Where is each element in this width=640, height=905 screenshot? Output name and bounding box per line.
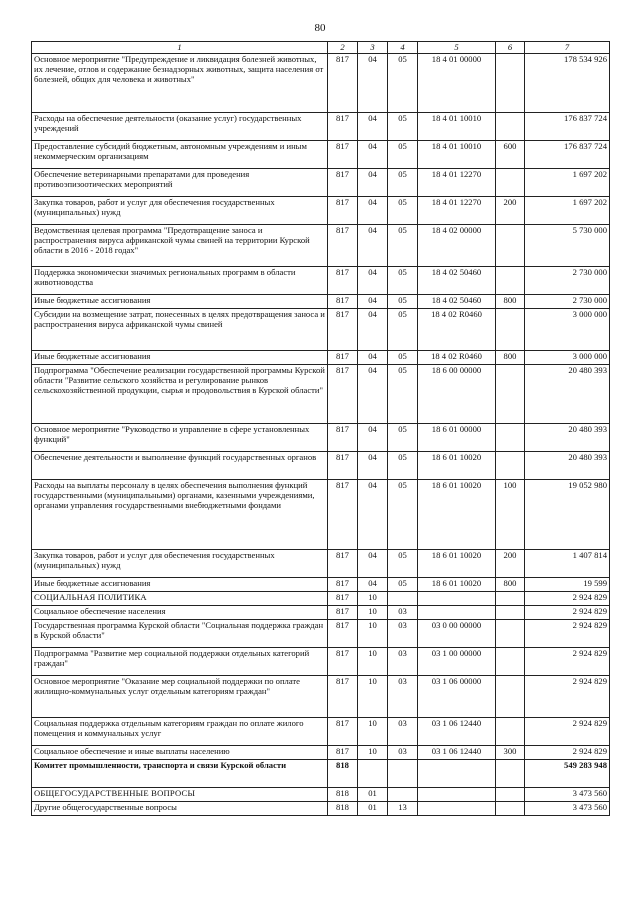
row-glava-cell: 817 — [328, 197, 358, 225]
row-razdel-cell: 04 — [358, 550, 388, 578]
row-podrazdel-cell: 03 — [388, 676, 418, 718]
row-csr-cell: 18 4 02 50460 — [418, 295, 496, 309]
row-name-cell: Обеспечение деятельности и выполнение функций государственных органов — [32, 452, 328, 480]
column-number: 3 — [358, 42, 388, 54]
table-row — [32, 620, 610, 648]
column-number: 7 — [525, 42, 610, 54]
row-podrazdel-cell: 05 — [388, 141, 418, 169]
row-csr-cell: 18 4 02 00000 — [418, 225, 496, 267]
row-vid-cell — [496, 452, 525, 480]
row-podrazdel-cell: 13 — [388, 802, 418, 816]
row-glava-cell: 817 — [328, 606, 358, 620]
table-row — [32, 267, 610, 295]
row-razdel-cell: 10 — [358, 718, 388, 746]
row-vid-cell — [496, 760, 525, 788]
row-podrazdel-cell: 05 — [388, 578, 418, 592]
row-podrazdel-cell: 05 — [388, 365, 418, 424]
row-glava-cell: 818 — [328, 788, 358, 802]
row-podrazdel-cell: 05 — [388, 169, 418, 197]
row-name-cell: Основное мероприятие "Руководство и управление в сфере установленных функций" — [32, 424, 328, 452]
row-podrazdel-cell: 05 — [388, 309, 418, 351]
row-podrazdel-cell: 03 — [388, 620, 418, 648]
row-name-cell: Субсидии на возмещение затрат, понесенных в целях предотвращения заноса и распространения вируса африканской чумы свиней — [32, 309, 328, 351]
row-vid-cell: 800 — [496, 351, 525, 365]
row-sum-cell: 20 480 393 — [525, 452, 610, 480]
row-vid-cell — [496, 592, 525, 606]
row-name-cell: Основное мероприятие "Оказание мер социальной поддержки по оплате жилищно-коммунальных услуг отдельным категориям граждан" — [32, 676, 328, 718]
row-name-cell: ОБЩЕГОСУДАРСТВЕННЫЕ ВОПРОСЫ — [32, 788, 328, 802]
row-name-cell: Обеспечение ветеринарными препаратами для проведения противоэпизоотических мероприятий — [32, 169, 328, 197]
row-podrazdel-cell — [388, 760, 418, 788]
table-row — [32, 718, 610, 746]
row-glava-cell: 817 — [328, 718, 358, 746]
table-row — [32, 802, 610, 816]
row-razdel-cell: 04 — [358, 113, 388, 141]
row-podrazdel-cell: 03 — [388, 746, 418, 760]
row-glava-cell: 817 — [328, 295, 358, 309]
row-vid-cell — [496, 648, 525, 676]
row-name-cell: Расходы на выплаты персоналу в целях обеспечения выполнения функций государственными (муниципальными) органами, казенными учреждениями, органами управления государственными внебюджетными фондами — [32, 480, 328, 550]
row-sum-cell: 2 924 829 — [525, 606, 610, 620]
row-sum-cell: 549 283 948 — [525, 760, 610, 788]
row-glava-cell: 817 — [328, 424, 358, 452]
table-row — [32, 480, 610, 550]
row-vid-cell: 300 — [496, 746, 525, 760]
row-name-cell: Комитет промышленности, транспорта и связи Курской области — [32, 760, 328, 788]
row-razdel-cell: 04 — [358, 197, 388, 225]
row-glava-cell: 817 — [328, 351, 358, 365]
row-podrazdel-cell: 05 — [388, 295, 418, 309]
row-podrazdel-cell: 05 — [388, 54, 418, 113]
row-csr-cell — [418, 760, 496, 788]
row-name-cell: Социальное обеспечение и иные выплаты населению — [32, 746, 328, 760]
row-razdel-cell: 10 — [358, 676, 388, 718]
row-razdel-cell: 10 — [358, 746, 388, 760]
table-row — [32, 295, 610, 309]
row-name-cell: Основное мероприятие "Предупреждение и ликвидация болезней животных, их лечение, отлов и содержание безнадзорных животных, защита населения от болезней, общих для человека и животных" — [32, 54, 328, 113]
row-razdel-cell — [358, 760, 388, 788]
row-name-cell: Социальное обеспечение населения — [32, 606, 328, 620]
row-sum-cell: 2 730 000 — [525, 267, 610, 295]
row-csr-cell: 03 1 06 12440 — [418, 718, 496, 746]
row-sum-cell: 2 924 829 — [525, 648, 610, 676]
row-csr-cell: 18 4 01 12270 — [418, 169, 496, 197]
table-row — [32, 648, 610, 676]
row-sum-cell: 1 697 202 — [525, 197, 610, 225]
table-row — [32, 676, 610, 718]
row-glava-cell: 817 — [328, 480, 358, 550]
row-podrazdel-cell: 05 — [388, 550, 418, 578]
table-row — [32, 788, 610, 802]
row-csr-cell: 18 6 00 00000 — [418, 365, 496, 424]
row-vid-cell — [496, 113, 525, 141]
row-vid-cell — [496, 424, 525, 452]
row-csr-cell: 18 4 01 12270 — [418, 197, 496, 225]
row-glava-cell: 817 — [328, 54, 358, 113]
row-razdel-cell: 04 — [358, 578, 388, 592]
row-csr-cell: 18 4 02 50460 — [418, 267, 496, 295]
row-vid-cell: 100 — [496, 480, 525, 550]
table-body — [32, 54, 610, 816]
row-razdel-cell: 04 — [358, 267, 388, 295]
row-glava-cell: 817 — [328, 452, 358, 480]
row-sum-cell: 176 837 724 — [525, 113, 610, 141]
row-sum-cell: 20 480 393 — [525, 365, 610, 424]
table-row — [32, 365, 610, 424]
table-row — [32, 592, 610, 606]
row-name-cell: Расходы на обеспечение деятельности (оказание услуг) государственных учреждений — [32, 113, 328, 141]
row-csr-cell — [418, 802, 496, 816]
row-sum-cell: 20 480 393 — [525, 424, 610, 452]
row-name-cell: Ведомственная целевая программа "Предотвращение заноса и распространения вируса африканской чумы свиней на территории Курской области в 2016 - 2018 годах" — [32, 225, 328, 267]
row-csr-cell: 03 1 06 00000 — [418, 676, 496, 718]
table-row — [32, 746, 610, 760]
row-name-cell: Подпрограмма "Обеспечение реализации государственной программы Курской области "Развитие сельского хозяйства и регулирование рынков сельскохозяйственной продукции, сырья и продовольствия в Курской области" — [32, 365, 328, 424]
row-sum-cell: 3 000 000 — [525, 351, 610, 365]
table-row — [32, 578, 610, 592]
row-csr-cell: 18 4 01 00000 — [418, 54, 496, 113]
row-podrazdel-cell — [388, 788, 418, 802]
row-csr-cell — [418, 606, 496, 620]
row-name-cell: Социальная поддержка отдельным категориям граждан по оплате жилого помещения и коммунальных услуг — [32, 718, 328, 746]
row-podrazdel-cell: 05 — [388, 225, 418, 267]
row-razdel-cell: 04 — [358, 309, 388, 351]
row-csr-cell: 03 1 00 00000 — [418, 648, 496, 676]
row-glava-cell: 817 — [328, 267, 358, 295]
row-glava-cell: 817 — [328, 225, 358, 267]
row-csr-cell: 18 6 01 10020 — [418, 578, 496, 592]
row-vid-cell — [496, 54, 525, 113]
row-razdel-cell: 04 — [358, 365, 388, 424]
row-razdel-cell: 04 — [358, 480, 388, 550]
row-glava-cell: 817 — [328, 746, 358, 760]
row-razdel-cell: 04 — [358, 351, 388, 365]
row-razdel-cell: 10 — [358, 592, 388, 606]
row-glava-cell: 817 — [328, 550, 358, 578]
column-number: 6 — [496, 42, 525, 54]
row-sum-cell: 2 924 829 — [525, 718, 610, 746]
table-row — [32, 54, 610, 113]
table-row — [32, 113, 610, 141]
row-csr-cell — [418, 788, 496, 802]
row-razdel-cell: 04 — [358, 424, 388, 452]
table-row — [32, 550, 610, 578]
row-vid-cell — [496, 788, 525, 802]
column-number: 5 — [418, 42, 496, 54]
row-vid-cell — [496, 676, 525, 718]
table-row — [32, 309, 610, 351]
row-vid-cell — [496, 802, 525, 816]
row-csr-cell: 18 6 01 10020 — [418, 550, 496, 578]
row-csr-cell: 18 4 02 R0460 — [418, 351, 496, 365]
row-csr-cell: 18 6 01 10020 — [418, 452, 496, 480]
row-csr-cell: 18 4 01 10010 — [418, 141, 496, 169]
row-csr-cell — [418, 592, 496, 606]
row-glava-cell: 817 — [328, 620, 358, 648]
row-podrazdel-cell: 05 — [388, 424, 418, 452]
row-sum-cell: 176 837 724 — [525, 141, 610, 169]
table-row — [32, 141, 610, 169]
row-glava-cell: 818 — [328, 802, 358, 816]
row-razdel-cell: 04 — [358, 295, 388, 309]
row-vid-cell: 200 — [496, 197, 525, 225]
row-sum-cell: 2 924 829 — [525, 620, 610, 648]
row-vid-cell — [496, 267, 525, 295]
row-podrazdel-cell: 05 — [388, 351, 418, 365]
row-podrazdel-cell — [388, 592, 418, 606]
row-razdel-cell: 01 — [358, 788, 388, 802]
row-name-cell: Закупка товаров, работ и услуг для обеспечения государственных (муниципальных) нужд — [32, 197, 328, 225]
row-vid-cell — [496, 606, 525, 620]
row-sum-cell: 2 924 829 — [525, 746, 610, 760]
row-razdel-cell: 04 — [358, 225, 388, 267]
row-sum-cell: 178 534 926 — [525, 54, 610, 113]
row-glava-cell: 817 — [328, 648, 358, 676]
row-glava-cell: 817 — [328, 169, 358, 197]
row-vid-cell — [496, 309, 525, 351]
column-number: 2 — [328, 42, 358, 54]
table-row — [32, 197, 610, 225]
row-name-cell: СОЦИАЛЬНАЯ ПОЛИТИКА — [32, 592, 328, 606]
row-name-cell: Государственная программа Курской области "Социальная поддержка граждан в Курской области" — [32, 620, 328, 648]
row-csr-cell: 03 0 00 00000 — [418, 620, 496, 648]
table-row — [32, 351, 610, 365]
row-vid-cell — [496, 620, 525, 648]
row-name-cell: Подпрограмма "Развитие мер социальной поддержки отдельных категорий граждан" — [32, 648, 328, 676]
row-sum-cell: 2 924 829 — [525, 676, 610, 718]
row-glava-cell: 817 — [328, 365, 358, 424]
row-podrazdel-cell: 05 — [388, 197, 418, 225]
row-razdel-cell: 04 — [358, 54, 388, 113]
row-name-cell: Иные бюджетные ассигнования — [32, 351, 328, 365]
row-razdel-cell: 10 — [358, 606, 388, 620]
row-razdel-cell: 10 — [358, 648, 388, 676]
row-vid-cell: 600 — [496, 141, 525, 169]
row-csr-cell: 03 1 06 12440 — [418, 746, 496, 760]
row-podrazdel-cell: 03 — [388, 718, 418, 746]
row-vid-cell — [496, 365, 525, 424]
row-glava-cell: 817 — [328, 141, 358, 169]
row-razdel-cell: 01 — [358, 802, 388, 816]
row-vid-cell: 800 — [496, 295, 525, 309]
row-podrazdel-cell: 05 — [388, 452, 418, 480]
column-number: 4 — [388, 42, 418, 54]
row-csr-cell: 18 4 02 R0460 — [418, 309, 496, 351]
row-sum-cell: 3 000 000 — [525, 309, 610, 351]
page-number: 80 — [314, 22, 326, 34]
row-glava-cell: 818 — [328, 760, 358, 788]
row-csr-cell: 18 6 01 10020 — [418, 480, 496, 550]
row-podrazdel-cell: 03 — [388, 606, 418, 620]
row-sum-cell: 2 924 829 — [525, 592, 610, 606]
row-glava-cell: 817 — [328, 676, 358, 718]
row-vid-cell — [496, 718, 525, 746]
row-sum-cell: 2 730 000 — [525, 295, 610, 309]
table-row — [32, 225, 610, 267]
row-sum-cell: 5 730 000 — [525, 225, 610, 267]
row-podrazdel-cell: 03 — [388, 648, 418, 676]
table-row — [32, 424, 610, 452]
row-vid-cell: 200 — [496, 550, 525, 578]
row-name-cell: Иные бюджетные ассигнования — [32, 578, 328, 592]
row-podrazdel-cell: 05 — [388, 113, 418, 141]
row-sum-cell: 3 473 560 — [525, 788, 610, 802]
row-razdel-cell: 04 — [358, 452, 388, 480]
row-glava-cell: 817 — [328, 578, 358, 592]
row-razdel-cell: 04 — [358, 141, 388, 169]
row-razdel-cell: 04 — [358, 169, 388, 197]
table-row — [32, 169, 610, 197]
table-row — [32, 606, 610, 620]
row-name-cell: Предоставление субсидий бюджетным, автономным учреждениям и иным некоммерческим организациям — [32, 141, 328, 169]
budget-table — [31, 41, 610, 816]
row-glava-cell: 817 — [328, 592, 358, 606]
row-vid-cell — [496, 225, 525, 267]
table-row — [32, 452, 610, 480]
row-name-cell: Иные бюджетные ассигнования — [32, 295, 328, 309]
row-name-cell: Закупка товаров, работ и услуг для обеспечения государственных (муниципальных) нужд — [32, 550, 328, 578]
row-csr-cell: 18 4 01 10010 — [418, 113, 496, 141]
row-vid-cell: 800 — [496, 578, 525, 592]
row-podrazdel-cell: 05 — [388, 267, 418, 295]
row-vid-cell — [496, 169, 525, 197]
row-sum-cell: 19 052 980 — [525, 480, 610, 550]
row-sum-cell: 19 599 — [525, 578, 610, 592]
row-name-cell: Другие общегосударственные вопросы — [32, 802, 328, 816]
row-glava-cell: 817 — [328, 309, 358, 351]
row-csr-cell: 18 6 01 00000 — [418, 424, 496, 452]
row-sum-cell: 1 697 202 — [525, 169, 610, 197]
column-number: 1 — [32, 42, 328, 54]
row-name-cell: Поддержка экономически значимых региональных программ в области животноводства — [32, 267, 328, 295]
row-podrazdel-cell: 05 — [388, 480, 418, 550]
row-sum-cell: 3 473 560 — [525, 802, 610, 816]
table-row — [32, 760, 610, 788]
row-razdel-cell: 10 — [358, 620, 388, 648]
row-glava-cell: 817 — [328, 113, 358, 141]
row-sum-cell: 1 407 814 — [525, 550, 610, 578]
column-number-row — [32, 42, 610, 54]
